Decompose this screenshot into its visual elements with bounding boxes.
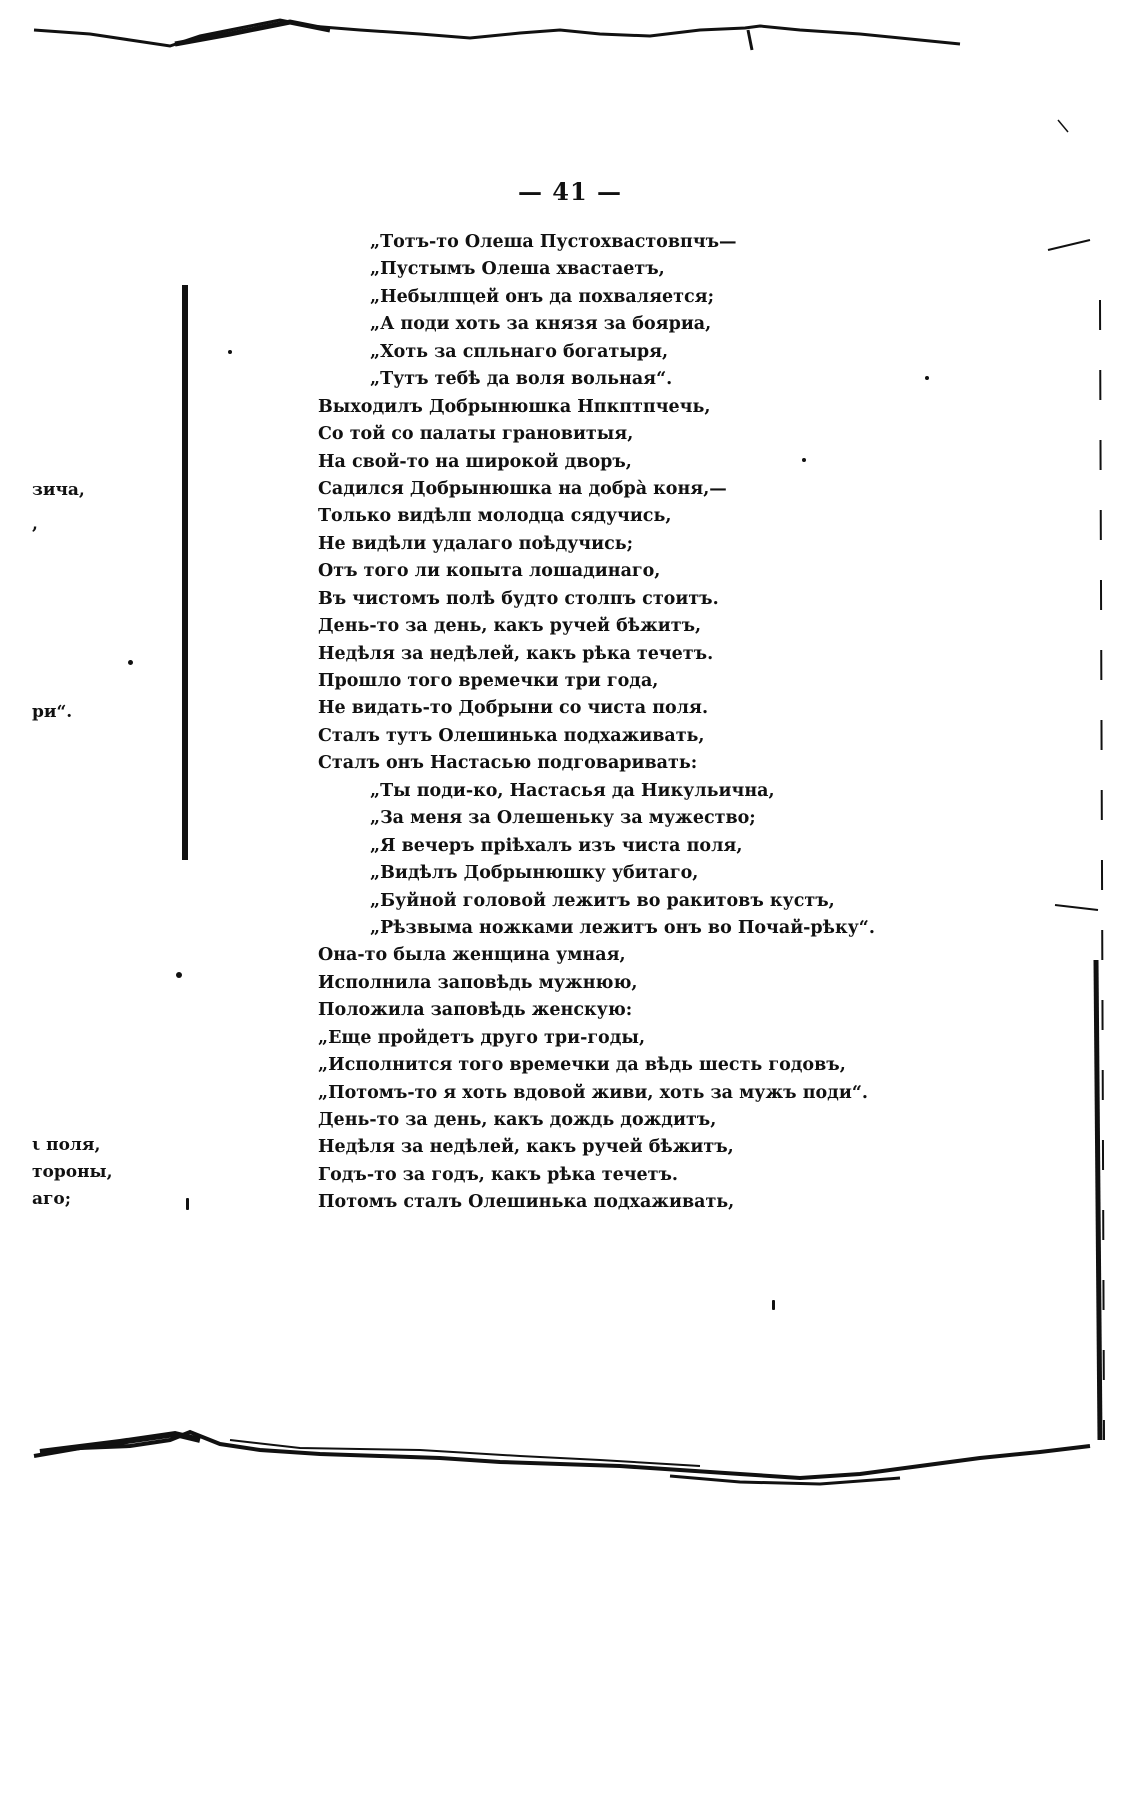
poem-line: Въ чистомъ полѣ будто столпъ стоитъ. [318,588,719,609]
ink-speck [128,660,133,665]
poem-line: Не видѣли удалаго поѣдучись; [318,533,634,554]
poem-line: „Еще пройдетъ друго три-годы, [318,1027,646,1048]
poem-line: Отъ того ли копыта лошадинаго, [318,561,661,582]
poem-line: Прошло того времечки три года, [318,671,659,691]
poem-line: „Исполнится того времечки да вѣдь шесть годовъ, [318,1055,846,1076]
poem-line: Недѣля за недѣлей, какъ ручей бѣжитъ, [318,1137,734,1158]
ink-speck [176,972,182,978]
left-fragment: тороны, [32,1162,113,1182]
poem-line: „Тотъ-то Олеша Пустохвастовпчъ— [370,232,737,252]
poem-line: „Я вечеръ пріѣхалъ изъ чиста поля, [370,835,743,856]
poem-line: День-то за день, какъ дождь дождитъ, [318,1110,717,1130]
ink-speck [925,376,929,380]
poem-line: „Ты поди-ко, Настасья да Никульична, [370,780,775,801]
page-number: — 41 — [517,177,623,206]
poem-line: Выходилъ Добрынюшка Нпкптпчечь, [318,396,711,417]
poem-line: Не видать-то Добрыни со чиста поля. [318,698,709,719]
poem-line: „За меня за Олешеньку за мужество; [370,808,756,829]
poem-line: „Пустымъ Олеша хвастаетъ, [370,259,665,280]
poem-line: Со той со палаты грановитыя, [318,424,634,445]
poem-line: „А поди хоть за князя за бояриа, [370,314,712,335]
ink-speck [772,1300,775,1310]
poem-line: Исполнила заповѣдь мужнюю, [318,972,638,993]
page-fold-line [182,285,188,860]
poem-line: „Рѣзвыма ножками лежитъ онъ во Почай-рѣку“. [370,917,875,938]
poem-line: Потомъ сталъ Олешинька подхаживать, [318,1192,735,1213]
poem-line: Только видѣлп молодца сядучись, [318,506,672,527]
left-fragment: зича, [32,480,85,500]
poem-line: Садился Добрынюшка на добра̀ коня,— [318,478,727,499]
poem-line: „Небылпцей онъ да похваляется; [370,286,715,307]
poem-line: „Хоть за спльнаго богатыря, [370,341,669,362]
poem-line: Она-то была женщина умная, [318,945,626,966]
poem-line: На свой-то на широкой дворъ, [318,451,632,472]
poem-line: „Видѣлъ Добрынюшку убитаго, [370,863,699,884]
poem-line: Сталъ онъ Настасью подговаривать: [318,753,698,774]
poem-line: Годъ-то за годъ, какъ рѣка течетъ. [318,1164,679,1185]
ink-speck [228,350,232,354]
poem-line: Положила заповѣдь женскую: [318,1000,633,1021]
ink-speck [186,1198,189,1210]
poem-text [318,229,878,1217]
poem-line: День-то за день, какъ ручей бѣжитъ, [318,616,702,637]
left-fragment: ри“. [32,702,73,722]
left-fragment: , [32,514,38,534]
scan-bottom-edge-stroke [0,1700,1140,1800]
poem-line: Сталъ тутъ Олешинька подхаживать, [318,725,705,746]
poem-line: Недѣля за недѣлей, какъ рѣка течетъ. [318,643,714,664]
left-fragment: аго; [32,1189,72,1209]
poem-line: „Тутъ тебѣ да воля вольная“. [370,369,673,390]
poem-line: „Потомъ-то я хоть вдовой живи, хоть за мужъ поди“. [318,1082,868,1103]
poem-line: „Буйной головой лежитъ во ракитовъ кустъ, [370,890,835,911]
left-fragment: ι поля, [32,1135,101,1155]
